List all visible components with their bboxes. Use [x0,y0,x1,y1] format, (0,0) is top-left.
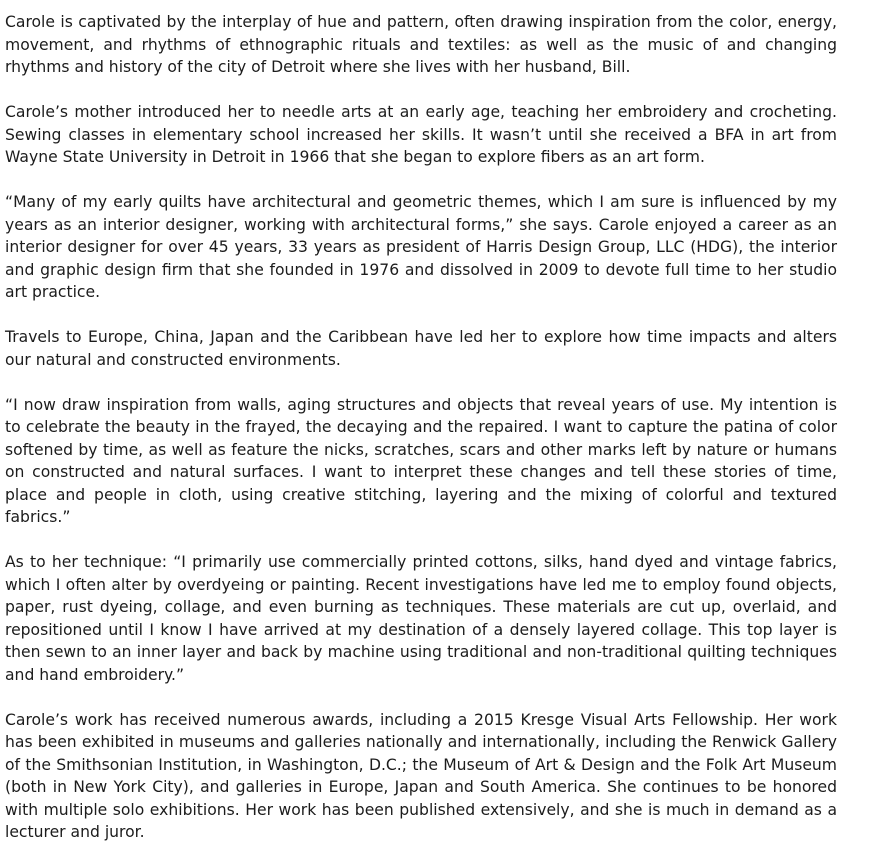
paragraph-travels: Travels to Europe, China, Japan and the Caribbean have led her to explore how time impacts and alters our natural and constructed environments. [5,328,837,369]
paragraph-inspiration: Carole is captivated by the interplay of hue and pattern, often drawing inspiration from the color, energy, movement, and rhythms of ethnographic rituals and textiles: as well as the music of and changing rhythms and history of the city of Detroit where she lives with her husband, Bill. [5,13,837,76]
biography-document [5,11,837,844]
paragraph-technique: As to her technique: “I primarily use commercially printed cottons, silks, hand dyed and vintage fabrics, which I often alter by overdyeing or painting. Recent investigations have led me to employ found objects, paper, rust dyeing, collage, and even burning as techniques. These materials are cut up, overlaid, and repositioned until I know I have arrived at my destination of a densely layered collage. This top layer is then sewn to an inner layer and back by machine using traditional and non-traditional quilting techniques and hand embroidery.” [5,553,837,684]
paragraph-awards: Carole’s work has received numerous awards, including a 2015 Kresge Visual Arts Fellowship. Her work has been exhibited in museums and galleries nationally and internationally, including the Renwick Gallery of the Smithsonian Institution, in Washington, D.C.; the Museum of Art & Design and the Folk Art Museum (both in New York City), and galleries in Europe, Japan and South America. She continues to be honored with multiple solo exhibitions. Her work has been published extensively, and she is much in demand as a lecturer and juror. [5,710,837,841]
paragraph-early-training: Carole’s mother introduced her to needle arts at an early age, teaching her embroidery and crocheting. Sewing classes in elementary school increased her skills. It wasn’t until she received a BFA in art from Wayne State University in Detroit in 1966 that she began to explore fibers as an art form. [5,103,837,166]
paragraph-artist-statement: “I now draw inspiration from walls, aging structures and objects that reveal years of use. My intention is to celebrate the beauty in the frayed, the decaying and the repaired. I want to capture the patina of color softened by time, as well as feature the nicks, scratches, scars and other marks left by nature or humans on constructed and natural surfaces. I want to interpret these changes and tell these stories of time, place and people in cloth, using creative stitching, layering and the mixing of colorful and textured fabrics.” [5,395,837,526]
paragraph-design-career: “Many of my early quilts have architectural and geometric themes, which I am sure is influenced by my years as an interior designer, working with architectural forms,” she says. Carole enjoyed a career as an interior designer for over 45 years, 33 years as president of Harris Design Group, LLC (HDG), the interior and graphic design firm that she founded in 1976 and dissolved in 2009 to devote full time to her studio art practice. [5,193,837,301]
